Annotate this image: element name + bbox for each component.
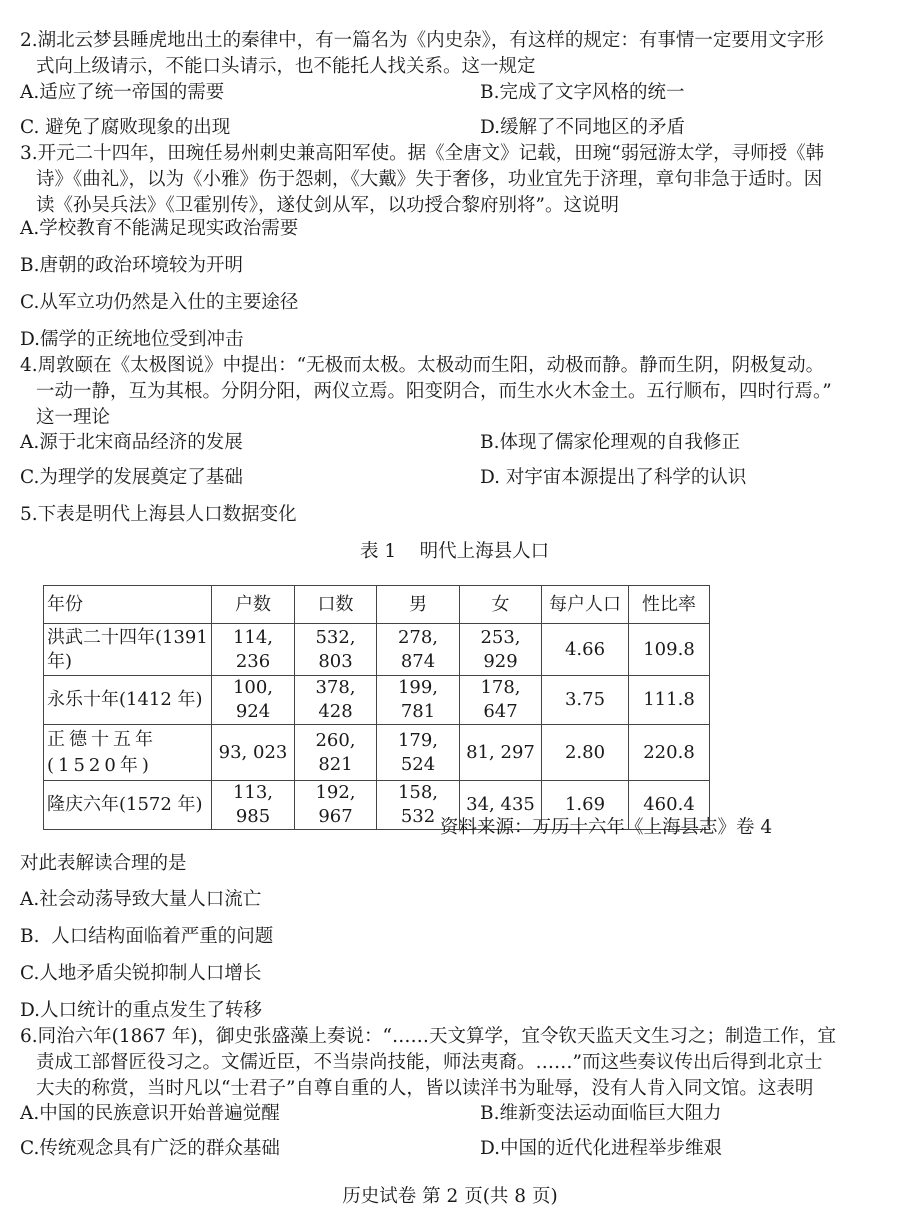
header-households: 户数	[212, 586, 295, 624]
cell-year: 隆庆六年(1572 年)	[44, 781, 212, 830]
cell-male: 158, 532	[377, 781, 460, 830]
cell-sex-ratio: 109.8	[629, 624, 710, 676]
question-3-stem-line-2: 诗》《曲礼》，以为《小雅》伤于怨刺，《大戴》失于奢侈，功业宜先于济理，章句非急于适时。因	[36, 169, 823, 190]
question-6-stem-line-2: 责成工部督匠役习之。文儒近臣，不当崇尚技能，师法夷裔。……”而这些奏议传出后得到北京士	[36, 1052, 823, 1073]
question-6-stem-line-1: 6.同治六年(1867 年)，御史张盛藻上奏说：“……天文算学，宜令钦天监天文生习之；制造工作，宜	[20, 1026, 837, 1047]
question-4-stem-line-2: 一动一静，互为其根。分阴分阳，两仪立焉。阳变阴合，而生水火木金土。五行顺布，四时行焉。”	[36, 381, 832, 402]
question-2-stem-line-1: 2.湖北云梦县睡虎地出土的秦律中，有一篇名为《内史杂》，有这样的规定：有事情一定要用文字形	[20, 30, 824, 51]
question-6-stem-line-3: 大夫的称赏，当时凡以“士君子”自尊自重的人，皆以读洋书为耻辱，没有人肯入同文馆。这表明	[36, 1078, 814, 1099]
question-6-option-c: C.传统观念具有广泛的群众基础	[20, 1138, 280, 1159]
table-source: 资料来源：万历十六年《上海县志》卷 4	[440, 817, 773, 838]
question-3-option-d: D.儒学的正统地位受到冲击	[20, 329, 244, 350]
cell-female: 34, 435	[460, 781, 542, 830]
cell-population: 532, 803	[295, 624, 377, 676]
question-5-prompt: 对此表解读合理的是	[20, 853, 187, 874]
question-5-option-a: A.社会动荡导致大量人口流亡	[20, 889, 262, 910]
cell-female: 253, 929	[460, 624, 542, 676]
cell-per-household: 4.66	[542, 624, 629, 676]
question-5-stem: 5.下表是明代上海县人口数据变化	[20, 504, 297, 525]
question-4-option-a: A.源于北宋商品经济的发展	[20, 432, 243, 453]
question-6-option-b: B.维新变法运动面临巨大阻力	[480, 1103, 722, 1124]
page-footer: 历史试卷 第 2 页(共 8 页)	[342, 1186, 558, 1207]
question-3-option-b: B.唐朝的政治环境较为开明	[20, 255, 243, 276]
question-3-option-c: C.从军立功仍然是入仕的主要途径	[20, 292, 299, 313]
question-4-option-b: B.体现了儒家伦理观的自我修正	[480, 432, 740, 453]
question-6-option-d: D.中国的近代化进程举步维艰	[480, 1138, 723, 1159]
cell-households: 100, 924	[212, 676, 295, 725]
cell-sex-ratio: 111.8	[629, 676, 710, 725]
cell-year: 永乐十年(1412 年)	[44, 676, 212, 725]
question-4-option-d: D. 对宇宙本源提出了科学的认识	[480, 467, 747, 488]
cell-per-household: 2.80	[542, 725, 629, 781]
cell-households: 113, 985	[212, 781, 295, 830]
cell-male: 199, 781	[377, 676, 460, 725]
header-population: 口数	[295, 586, 377, 624]
cell-male: 179, 524	[377, 725, 460, 781]
cell-sex-ratio: 460.4	[629, 781, 710, 830]
header-female: 女	[460, 586, 542, 624]
cell-population: 260, 821	[295, 725, 377, 781]
cell-year: 洪武二十四年(1391年)	[44, 624, 212, 676]
table-row	[44, 676, 710, 725]
question-2-option-c: C. 避免了腐败现象的出现	[20, 117, 231, 138]
question-5-option-b: B. 人口结构面临着严重的问题	[20, 926, 274, 947]
cell-population: 192, 967	[295, 781, 377, 830]
population-table	[43, 585, 710, 830]
cell-per-household: 1.69	[542, 781, 629, 830]
question-6-option-a: A.中国的民族意识开始普遍觉醒	[20, 1103, 280, 1124]
cell-male: 278, 874	[377, 624, 460, 676]
table-header-row	[44, 586, 710, 624]
table-caption: 表 1 明代上海县人口	[360, 541, 550, 562]
cell-population: 378, 428	[295, 676, 377, 725]
cell-female: 178, 647	[460, 676, 542, 725]
table-row	[44, 725, 710, 781]
header-per-household: 每户人口	[542, 586, 629, 624]
question-2-option-a: A.适应了统一帝国的需要	[20, 82, 225, 103]
question-5-option-c: C.人地矛盾尖锐抑制人口增长	[20, 963, 262, 984]
table-row	[44, 624, 710, 676]
question-2-stem-line-2: 式向上级请示，不能口头请示，也不能托人找关系。这一规定	[36, 56, 536, 77]
question-4-stem-line-3: 这一理论	[36, 407, 111, 428]
question-3-stem-line-1: 3.开元二十四年，田琬任易州刺史兼高阳军使。据《全唐文》记载，田琬“弱冠游太学，寻师授《韩	[20, 143, 825, 164]
header-sex-ratio: 性比率	[629, 586, 710, 624]
header-male: 男	[377, 586, 460, 624]
cell-per-household: 3.75	[542, 676, 629, 725]
cell-year: 正德十五年(1520年)	[44, 725, 212, 781]
cell-households: 114, 236	[212, 624, 295, 676]
question-5-option-d: D.人口统计的重点发生了转移	[20, 1000, 263, 1021]
cell-female: 81, 297	[460, 725, 542, 781]
cell-sex-ratio: 220.8	[629, 725, 710, 781]
question-4-option-c: C.为理学的发展奠定了基础	[20, 467, 243, 488]
question-2-option-b: B.完成了文字风格的统一	[480, 82, 685, 103]
question-2-option-d: D.缓解了不同地区的矛盾	[480, 117, 686, 138]
question-3-stem-line-3: 读《孙吴兵法》《卫霍别传》，遂仗剑从军，以功授合黎府别将”。这说明	[36, 195, 619, 216]
question-4-stem-line-1: 4.周敦颐在《太极图说》中提出：“无极而太极。太极动而生阳，动极而静。静而生阴，阴极复动。	[20, 355, 825, 376]
cell-households: 93, 023	[212, 725, 295, 781]
question-3-option-a: A.学校教育不能满足现实政治需要	[20, 218, 299, 239]
header-year: 年份	[44, 586, 212, 624]
